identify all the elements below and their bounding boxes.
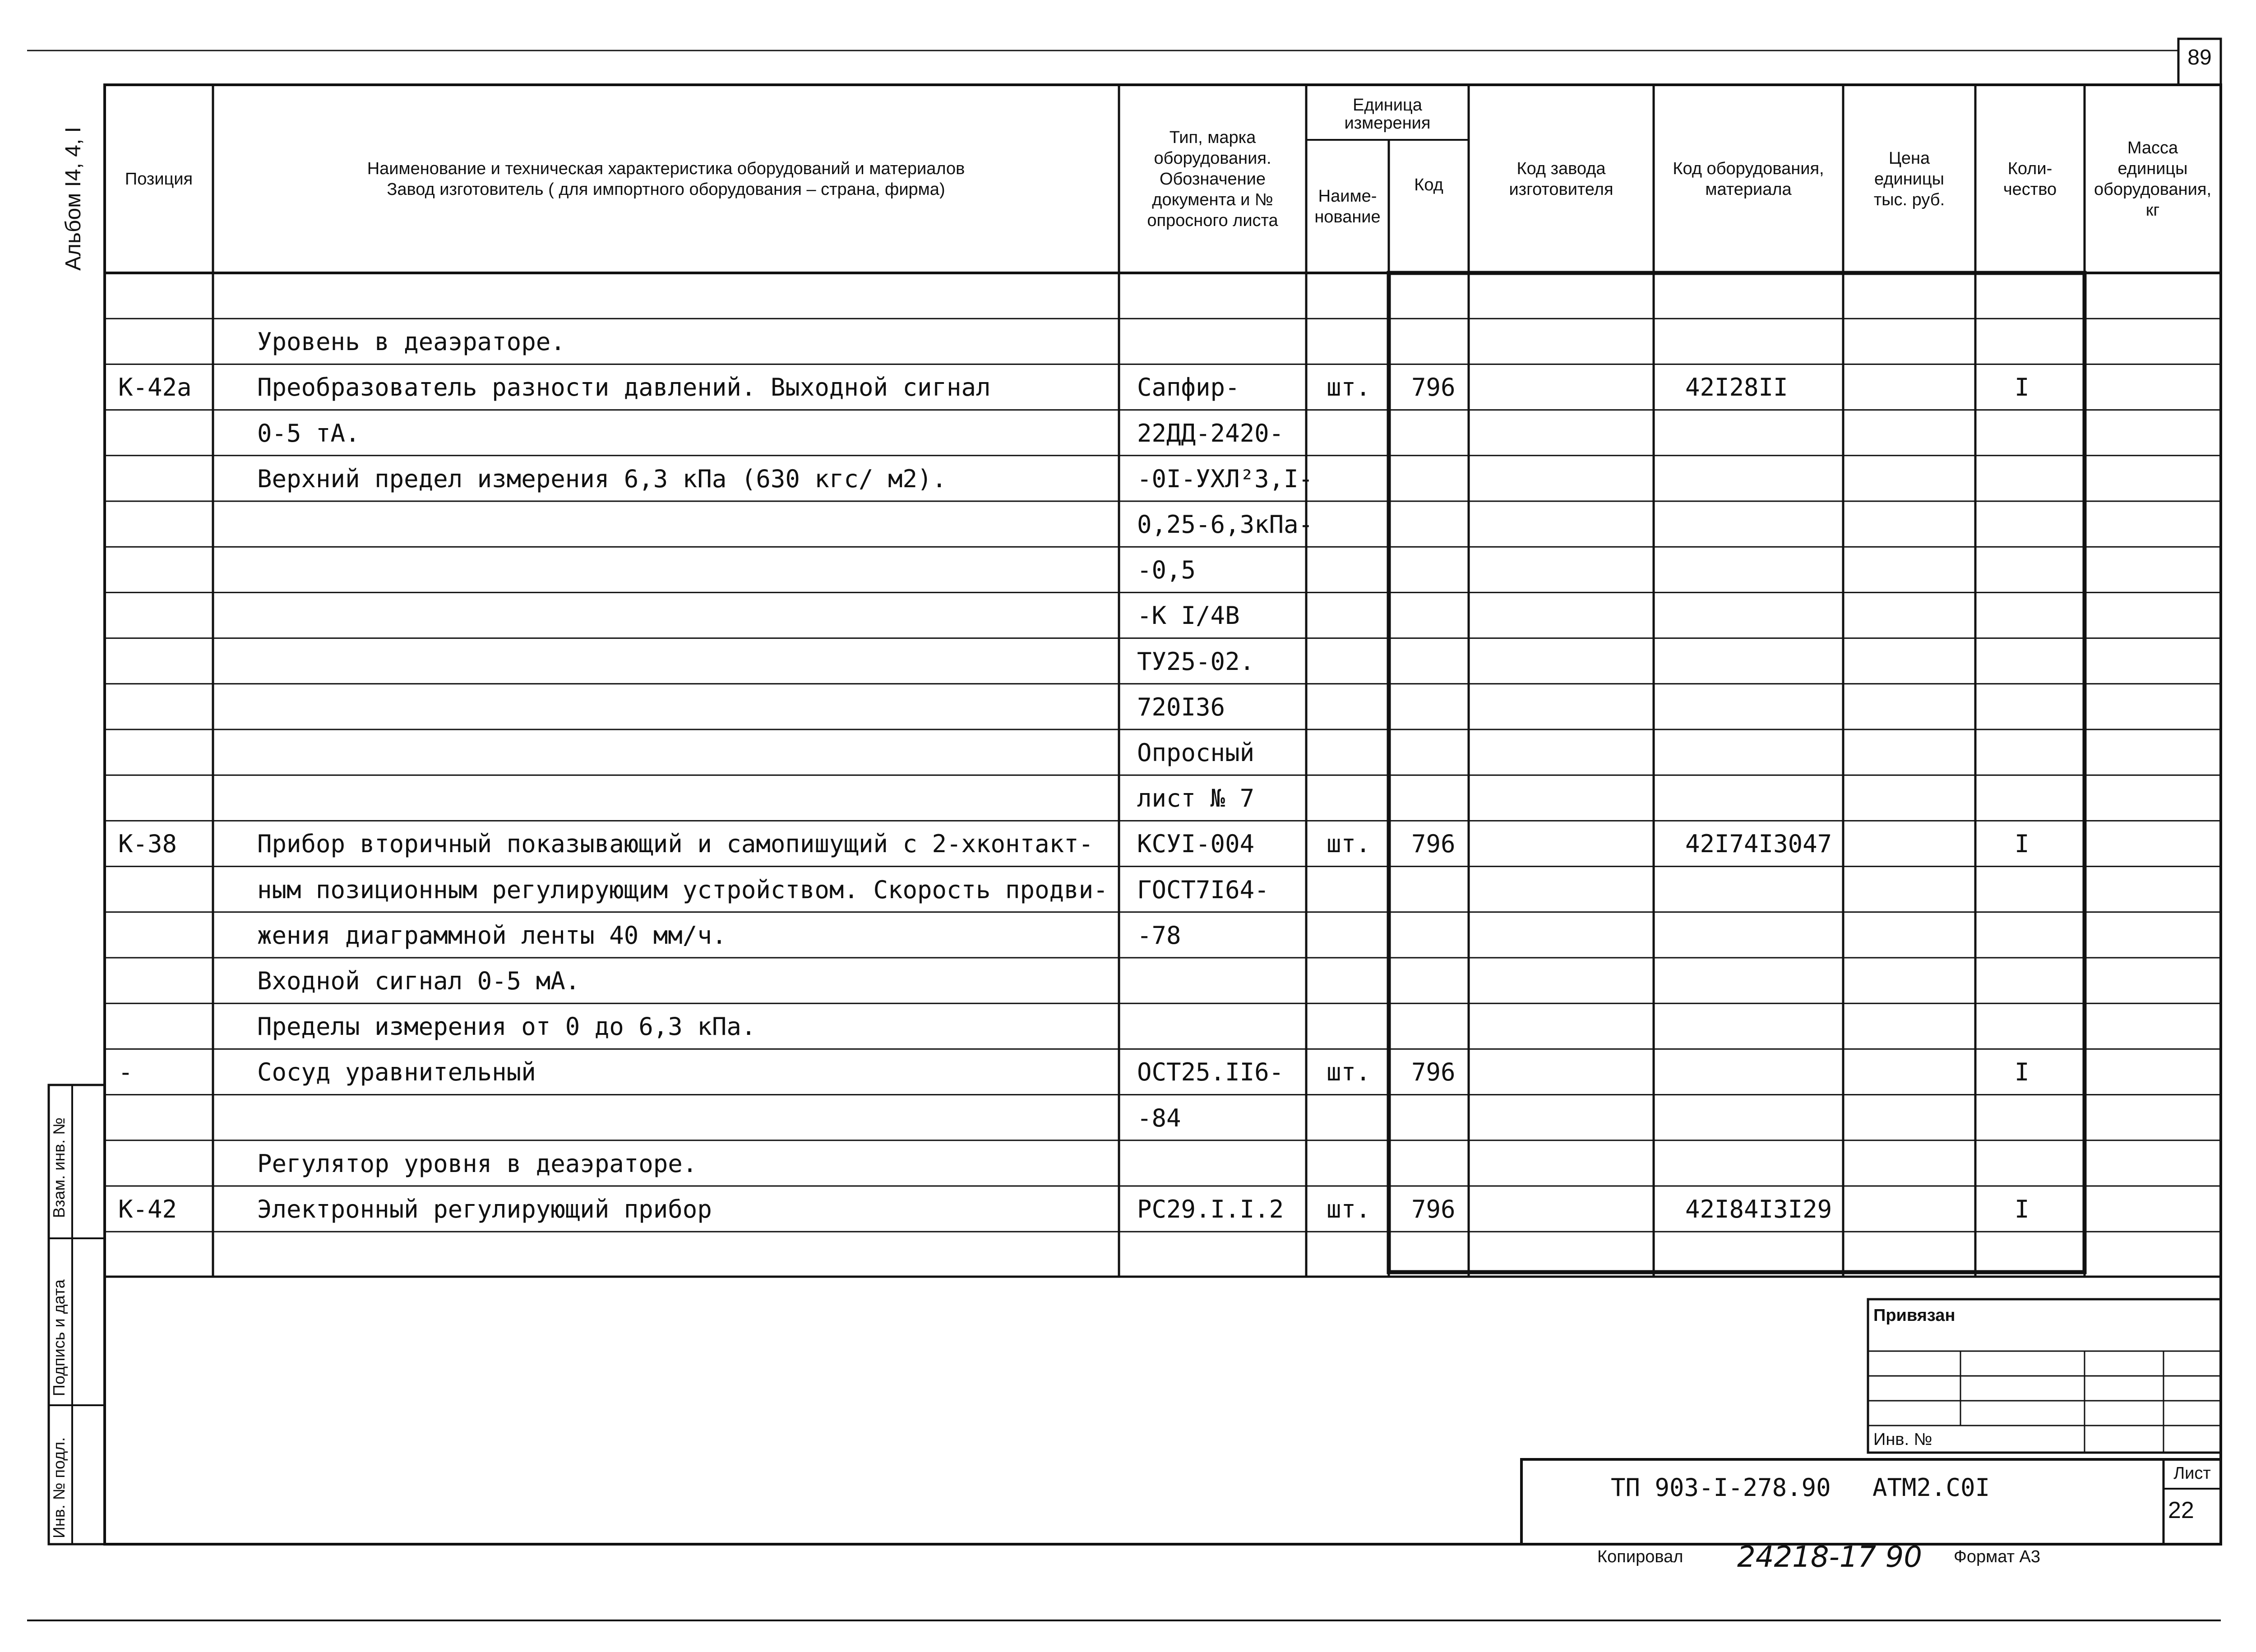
row-type: Опросный xyxy=(1137,738,1255,767)
header-eq-l1: Код оборудования, xyxy=(1673,159,1824,178)
header-unit-code: Код xyxy=(1414,175,1443,194)
row-name: 0-5 тА. xyxy=(257,419,360,448)
header-quantity xyxy=(1975,85,2085,273)
header-type-l5: опросного листа xyxy=(1147,211,1278,230)
row-position: - xyxy=(118,1058,133,1087)
header-unit-name xyxy=(1306,140,1389,273)
header-price-l2: единицы xyxy=(1874,169,1944,189)
header-unit-name-l1: Наиме- xyxy=(1318,186,1377,206)
side-label-replace: Взам. инв. № xyxy=(50,1117,68,1218)
inv-no-label: Инв. № xyxy=(1873,1430,1932,1449)
header-factory-code xyxy=(1469,85,1654,273)
header-unit-l1: Единица xyxy=(1353,95,1422,115)
row-type: лист № 7 xyxy=(1137,784,1255,813)
sheet-number: 22 xyxy=(2168,1497,2194,1523)
side-label-inv-orig: Инв. № подл. xyxy=(50,1437,68,1538)
header-name xyxy=(213,85,1119,273)
row-unit-code: 796 xyxy=(1411,373,1456,402)
row-quantity: I xyxy=(2015,1058,2029,1087)
row-type: ОСТ25.II6- xyxy=(1137,1058,1284,1087)
header-unit-l2: измерения xyxy=(1344,113,1431,133)
row-type: 22ДД-2420- xyxy=(1137,419,1284,448)
header-equipment-code xyxy=(1654,85,1843,273)
header-price xyxy=(1843,85,1975,273)
header-type xyxy=(1119,85,1306,273)
header-price-l1: Цена xyxy=(1888,148,1930,168)
row-type: РС29.I.I.2 xyxy=(1137,1195,1284,1223)
header-name-line2: Завод изготовитель ( для импортного оборудования – страна, фирма) xyxy=(387,180,945,199)
row-type: -84 xyxy=(1137,1103,1181,1132)
row-unit: шт. xyxy=(1327,1195,1371,1223)
row-type: ГОСТ7I64- xyxy=(1137,875,1269,904)
row-name: Пределы измерения от 0 до 6,3 кПа. xyxy=(257,1012,756,1041)
row-type: ТУ25-02. xyxy=(1137,647,1255,676)
album-note: Альбом I4, 4, I xyxy=(61,127,85,271)
header-type-l1: Тип, марка xyxy=(1169,128,1256,147)
row-name: Электронный регулирующий прибор xyxy=(257,1195,712,1223)
row-quantity: I xyxy=(2015,373,2029,402)
row-name: Прибор вторичный показывающий и самопишущий с 2-хконтакт- xyxy=(257,830,1094,858)
row-name: Входной сигнал 0-5 мА. xyxy=(257,967,580,995)
row-quantity: I xyxy=(2015,1195,2029,1223)
row-type: -78 xyxy=(1137,921,1181,950)
sheet-label: Лист xyxy=(2173,1464,2211,1483)
header-mass-l3: оборудования, xyxy=(2094,180,2212,199)
row-unit-code: 796 xyxy=(1411,1058,1456,1087)
row-name: Уровень в деаэраторе. xyxy=(257,328,565,356)
row-position: К-38 xyxy=(118,830,177,858)
row-type: -К I/4В xyxy=(1137,601,1240,630)
header-position: Позиция xyxy=(125,169,193,189)
row-position: К-42 xyxy=(118,1195,177,1223)
header-factory-l2: изготовителя xyxy=(1509,180,1613,199)
header-mass-l2: единицы xyxy=(2117,159,2188,178)
row-name: Регулятор уровня в деаэраторе. xyxy=(257,1149,698,1178)
row-name: Преобразователь разности давлений. Выходной сигнал xyxy=(257,373,991,402)
row-type: -0I-УХЛ²3,I- xyxy=(1137,464,1313,493)
doc-mark: АТМ2.С0I xyxy=(1872,1473,1990,1502)
row-name: ным позиционным регулирующим устройством. Скорость продви- xyxy=(257,875,1108,904)
header-name-line1: Наименование и техническая характеристика оборудований и материалов xyxy=(367,159,965,178)
row-equipment-code: 42I74I3047 xyxy=(1685,830,1832,858)
copied-label: Копировал xyxy=(1597,1547,1683,1566)
row-type: 720I36 xyxy=(1137,692,1225,721)
header-price-l3: тыс. руб. xyxy=(1873,190,1945,209)
doc-code: ТП 903-I-278.90 xyxy=(1611,1473,1831,1502)
format-label: Формат А3 xyxy=(1954,1547,2041,1566)
row-type: -0,5 xyxy=(1137,556,1196,585)
header-qty-l2: чество xyxy=(2003,180,2057,199)
row-unit: шт. xyxy=(1327,830,1371,858)
row-type: 0,25-6,3кПа- xyxy=(1137,510,1313,539)
handwritten-number: 24218-17 90 xyxy=(1737,1541,1922,1574)
header-type-l3: Обозначение xyxy=(1159,169,1266,189)
header-mass xyxy=(2085,85,2221,273)
header-eq-l2: материала xyxy=(1705,180,1792,199)
row-unit: шт. xyxy=(1327,373,1371,402)
header-mass-l1: Масса xyxy=(2127,138,2178,157)
header-unit-group xyxy=(1306,90,1469,138)
row-type: Сапфир- xyxy=(1137,373,1240,402)
row-name: жения диаграммной ленты 40 мм/ч. xyxy=(257,921,727,950)
bound-label: Привязан xyxy=(1873,1306,1956,1325)
header-type-l4: документа и № xyxy=(1152,190,1273,209)
header-type-l2: оборудования. xyxy=(1154,148,1271,168)
row-quantity: I xyxy=(2015,830,2029,858)
header-factory-l1: Код завода xyxy=(1516,159,1606,178)
page-number: 89 xyxy=(2187,46,2212,69)
header-unit-name-l2: нование xyxy=(1314,207,1381,226)
row-unit-code: 796 xyxy=(1411,1195,1456,1223)
row-equipment-code: 42I28II xyxy=(1685,373,1788,402)
row-position: К-42а xyxy=(118,373,192,402)
row-type: КСУI-004 xyxy=(1137,830,1255,858)
row-unit: шт. xyxy=(1327,1058,1371,1087)
header-mass-l4: кг xyxy=(2145,200,2160,220)
row-name: Сосуд уравнительный xyxy=(257,1058,536,1087)
row-name: Верхний предел измерения 6,3 кПа (630 кгс/ м2). xyxy=(257,464,947,493)
row-equipment-code: 42I84I3I29 xyxy=(1685,1195,1832,1223)
row-unit-code: 796 xyxy=(1411,830,1456,858)
header-qty-l1: Коли- xyxy=(2007,159,2053,178)
side-label-sign-date: Подпись и дата xyxy=(50,1279,68,1396)
